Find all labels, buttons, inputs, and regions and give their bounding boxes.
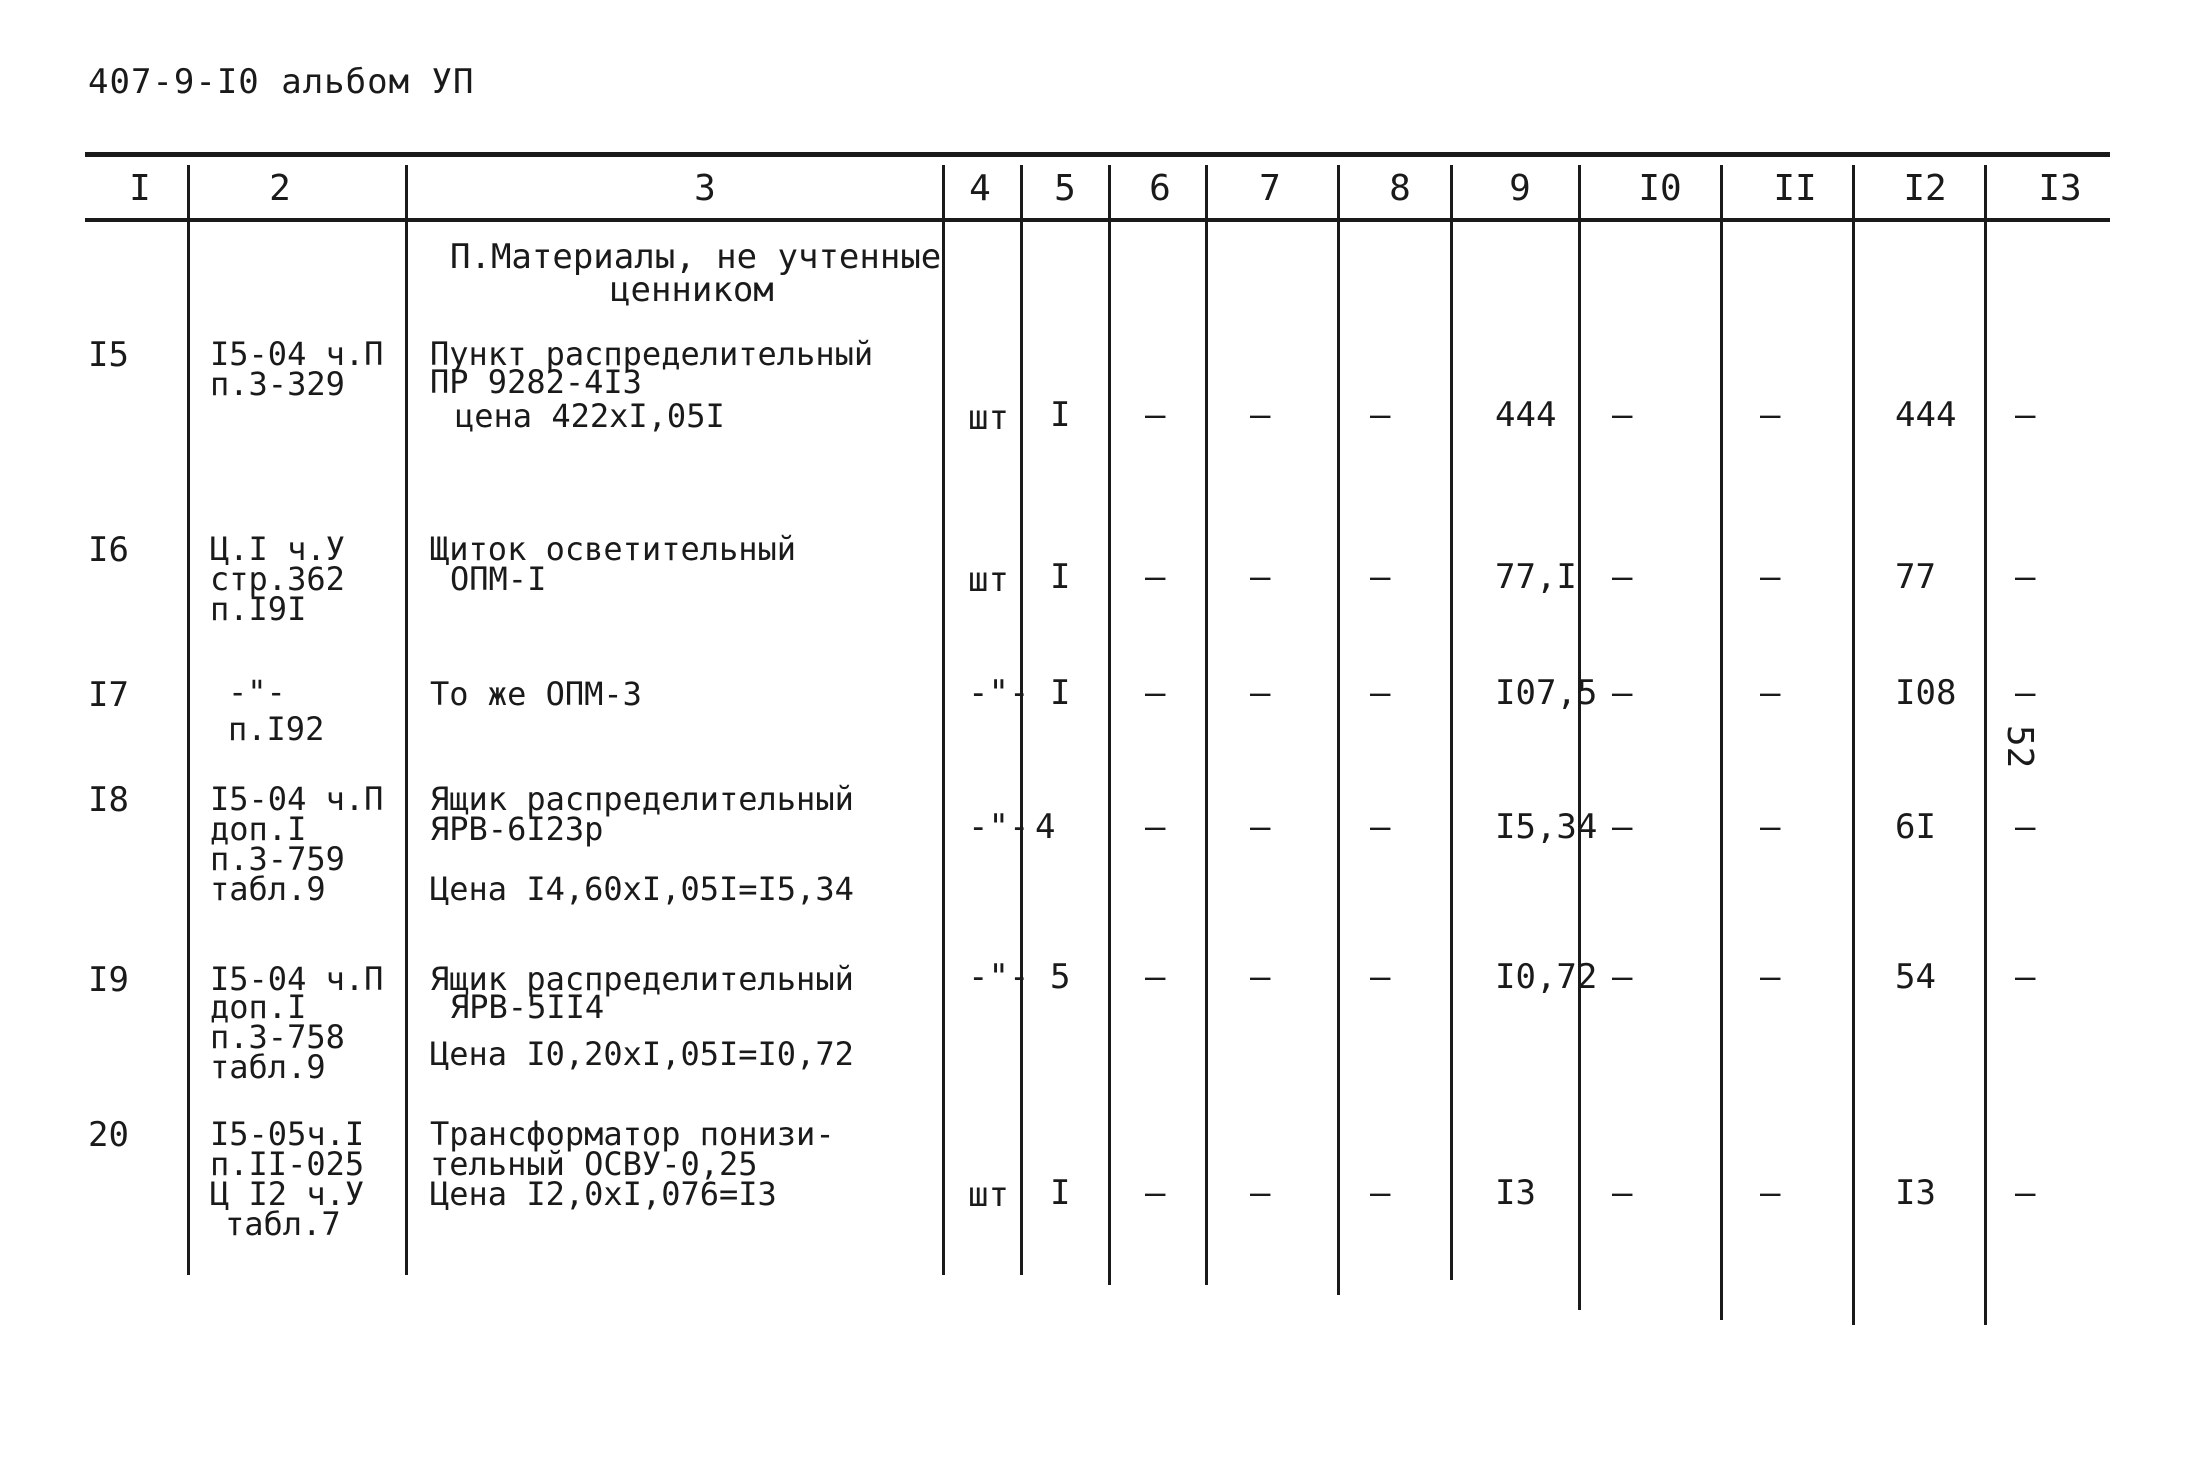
unit: -"- [968, 957, 1030, 997]
col-divider [1205, 165, 1208, 1285]
col8-value: – [1370, 395, 1391, 435]
item-name: цена 422хI,05I [455, 397, 725, 435]
column-header: I [129, 168, 151, 209]
col7-value: – [1250, 957, 1271, 997]
reference: табл.7 [225, 1205, 341, 1243]
unit: -"- [968, 807, 1030, 847]
col9-value: 444 [1495, 395, 1557, 435]
item-name: Щиток осветительный [430, 530, 797, 568]
col13-value: – [2015, 1173, 2036, 1213]
col-divider [405, 165, 408, 1275]
column-header: 3 [694, 168, 716, 209]
col6-value: – [1145, 673, 1166, 713]
quantity: I [1050, 673, 1071, 713]
quantity: I [1050, 1173, 1071, 1213]
col-divider [187, 165, 190, 1275]
reference: п.I92 [228, 710, 325, 748]
column-header: II [1773, 168, 1817, 209]
item-name: Ящик распределительный [430, 780, 854, 818]
item-name: Цена I4,60хI,05I=I5,34 [430, 870, 854, 908]
item-name: ЯРВ-6I23р [430, 810, 604, 848]
column-header: 2 [269, 168, 291, 209]
reference: доп.I [210, 988, 307, 1026]
col6-value: – [1145, 957, 1166, 997]
col11-value: – [1760, 807, 1781, 847]
quantity: 5 [1050, 957, 1071, 997]
reference: табл.9 [210, 1048, 326, 1086]
col10-value: – [1612, 673, 1633, 713]
column-header: 6 [1149, 168, 1171, 209]
reference: табл.9 [210, 870, 326, 908]
col11-value: – [1760, 673, 1781, 713]
col13-value: – [2015, 807, 2036, 847]
col11-value: – [1760, 957, 1781, 997]
col8-value: – [1370, 807, 1391, 847]
table-top-rule [85, 152, 2110, 157]
col7-value: – [1250, 1173, 1271, 1213]
item-name: ЯРВ-5II4 [450, 988, 605, 1026]
col10-value: – [1612, 557, 1633, 597]
col12-value: 444 [1895, 395, 1957, 435]
row-number: 20 [88, 1115, 129, 1155]
col12-value: 6I [1895, 807, 1936, 847]
reference: п.I9I [210, 590, 307, 628]
item-name: То же ОПМ-3 [430, 675, 642, 713]
col-divider [1578, 165, 1581, 1310]
col-divider [1108, 165, 1111, 1285]
col-divider [1852, 165, 1855, 1325]
reference: п.3-758 [210, 1018, 345, 1056]
col7-value: – [1250, 673, 1271, 713]
item-name: тельный ОСВУ-0,25 [430, 1145, 758, 1183]
row-number: I5 [88, 335, 129, 375]
item-name: Цена I0,20хI,05I=I0,72 [430, 1035, 854, 1073]
reference: Ц I2 ч.У [210, 1175, 365, 1213]
col8-value: – [1370, 557, 1391, 597]
row-number: I9 [88, 960, 129, 1000]
column-header: 9 [1509, 168, 1531, 209]
reference: I5-05ч.I [210, 1115, 365, 1153]
item-name: Ящик распределительный [430, 960, 854, 998]
column-header: I2 [1903, 168, 1947, 209]
col6-value: – [1145, 807, 1166, 847]
quantity: I [1050, 557, 1071, 597]
col7-value: – [1250, 557, 1271, 597]
unit: шт [968, 560, 1009, 600]
col-divider [1450, 165, 1453, 1280]
col9-value: I07,5 [1495, 673, 1598, 713]
col12-value: 54 [1895, 957, 1936, 997]
col11-value: – [1760, 1173, 1781, 1213]
col6-value: – [1145, 395, 1166, 435]
page-number: 52 [1999, 725, 2040, 769]
col-divider [942, 165, 945, 1275]
unit: шт [968, 398, 1009, 438]
col8-value: – [1370, 957, 1391, 997]
col8-value: – [1370, 1173, 1391, 1213]
col9-value: I5,34 [1495, 807, 1598, 847]
item-name: Трансформатор понизи- [430, 1115, 835, 1153]
col6-value: – [1145, 1173, 1166, 1213]
reference: стр.362 [210, 560, 345, 598]
row-number: I7 [88, 675, 129, 715]
col9-value: 77,I [1495, 557, 1577, 597]
column-header: 8 [1389, 168, 1411, 209]
col7-value: – [1250, 807, 1271, 847]
col12-value: I3 [1895, 1173, 1936, 1213]
col12-value: 77 [1895, 557, 1936, 597]
quantity: 4 [1035, 807, 1056, 847]
col10-value: – [1612, 957, 1633, 997]
item-name: Цена I2,0хI,076=I3 [430, 1175, 777, 1213]
reference: -"- [228, 673, 286, 711]
col-divider [1984, 165, 1987, 1325]
col10-value: – [1612, 395, 1633, 435]
reference: п.3-329 [210, 365, 345, 403]
col-divider [1020, 165, 1023, 1275]
col-divider [1720, 165, 1723, 1320]
column-header: 5 [1054, 168, 1076, 209]
column-header: 4 [969, 168, 991, 209]
reference: п.II-025 [210, 1145, 365, 1183]
unit: шт [968, 1175, 1009, 1215]
col-divider [1337, 165, 1340, 1295]
col11-value: – [1760, 395, 1781, 435]
section-title: ценником [610, 270, 774, 310]
col7-value: – [1250, 395, 1271, 435]
reference: I5-04 ч.П [210, 780, 384, 818]
col11-value: – [1760, 557, 1781, 597]
row-number: I6 [88, 530, 129, 570]
reference: доп.I [210, 810, 307, 848]
item-name: Пункт распределительный [430, 335, 874, 373]
item-name: ПР 9282-4I3 [430, 363, 642, 401]
col13-value: – [2015, 957, 2036, 997]
column-header: 7 [1259, 168, 1281, 209]
column-header: I0 [1638, 168, 1682, 209]
reference: I5-04 ч.П [210, 960, 384, 998]
row-number: I8 [88, 780, 129, 820]
item-name: ОПМ-I [450, 560, 547, 598]
quantity: I [1050, 395, 1071, 435]
reference: п.3-759 [210, 840, 345, 878]
table-header-rule [85, 218, 2110, 222]
col10-value: – [1612, 1173, 1633, 1213]
section-title: П.Материалы, не учтенные [450, 237, 942, 277]
col13-value: – [2015, 673, 2036, 713]
col13-value: – [2015, 395, 2036, 435]
reference: Ц.I ч.У [210, 530, 345, 568]
col6-value: – [1145, 557, 1166, 597]
col12-value: I08 [1895, 673, 1957, 713]
col8-value: – [1370, 673, 1391, 713]
col13-value: – [2015, 557, 2036, 597]
col9-value: I3 [1495, 1173, 1536, 1213]
unit: -"- [968, 673, 1030, 713]
reference: I5-04 ч.П [210, 335, 384, 373]
col9-value: I0,72 [1495, 957, 1598, 997]
column-header: I3 [2038, 168, 2082, 209]
col10-value: – [1612, 807, 1633, 847]
document-header: 407-9-I0 альбом УП [88, 62, 475, 102]
